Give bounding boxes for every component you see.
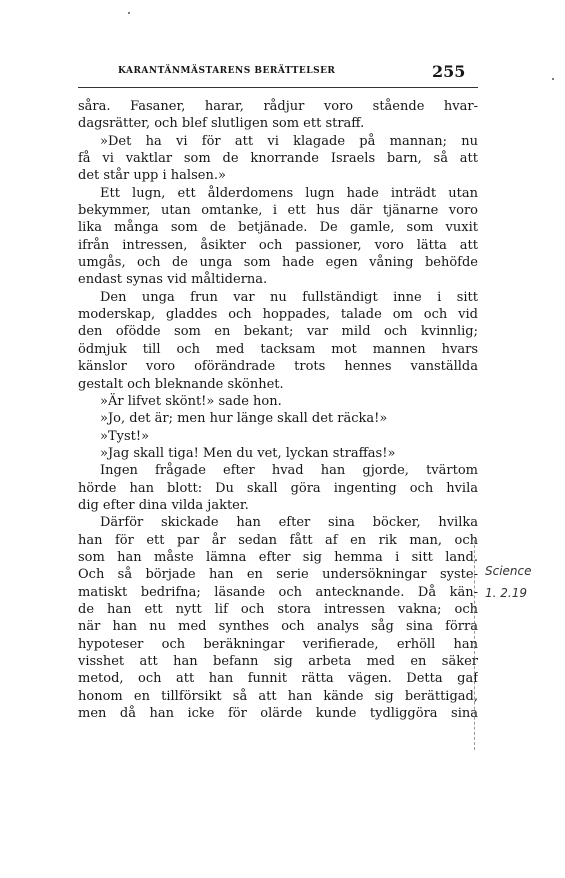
text-line: den ofödde som en bekant; var mild och kvinnlig; — [78, 324, 478, 340]
text-line: lika många som de betjänade. De gamle, som vuxit — [78, 220, 478, 236]
text-line: gestalt och bleknande skönhet. — [78, 376, 284, 392]
body-text — [78, 98, 478, 722]
text-line: Den unga frun var nu fullständigt inne i sitt — [100, 289, 478, 305]
text-line: hypoteser och beräkningar verifierade, erhöll han — [78, 636, 478, 652]
marginal-note: Science — [485, 564, 532, 578]
paper-speck — [552, 78, 554, 80]
marginal-note: 1. 2.19 — [485, 586, 527, 600]
text-line: hörde han blott: Du skall göra ingenting och hvila — [78, 480, 478, 496]
running-head — [0, 64, 565, 84]
text-line: dig efter dina vilda jakter. — [78, 497, 249, 513]
text-line: metod, och att han funnit rätta vägen. Detta gaf — [78, 671, 478, 687]
header-rule — [78, 87, 478, 88]
text-line: Och så började han en serie undersökningar syste- — [78, 567, 478, 583]
text-line: när han nu med synthes och analys såg sina förra — [78, 619, 478, 635]
text-line: ifrån intressen, åsikter och passioner, voro lätta att — [78, 237, 478, 253]
text-line: men då han icke för olärde kunde tydliggöra sina — [78, 706, 478, 722]
text-line: det står upp i halsen.» — [78, 168, 226, 184]
text-line: honom en tillförsikt så att han kände sig berättigad, — [78, 688, 478, 704]
text-line: visshet att han befann sig arbeta med en säker — [78, 654, 478, 669]
text-line: de han ett nytt lif och stora intressen vakna; och — [78, 601, 478, 617]
text-line: få vi vaktlar som de knorrande Israels barn, så att — [78, 151, 478, 167]
text-line: bekymmer, utan omtanke, i ett hus där tjänarne voro — [78, 203, 478, 219]
margin-pencil-line — [474, 540, 475, 750]
text-line: som han måste lämna efter sig hemma i sitt land. — [78, 549, 478, 565]
text-line: dagsrätter, och blef slutligen som ett straff. — [78, 116, 365, 132]
text-line: »Är lifvet skönt!» sade hon. — [100, 393, 282, 409]
text-line: matiskt bedrifna; läsande och antecknande. Då kän- — [78, 584, 478, 600]
text-line: Ett lugn, ett ålderdomens lugn hade inträdt utan — [100, 185, 478, 201]
text-line: Ingen frågade efter hvad han gjorde, tvärtom — [100, 463, 478, 479]
text-line: »Jag skall tiga! Men du vet, lyckan straffas!» — [100, 445, 396, 461]
text-line: »Det ha vi för att vi klagade på mannan; nu — [100, 133, 478, 149]
text-line: Därför skickade han efter sina böcker, hvilka — [100, 515, 478, 531]
handwritten-marginalia — [485, 560, 555, 604]
text-line: »Jo, det är; men hur länge skall det räcka!» — [100, 411, 388, 427]
text-line: endast synas vid måltiderna. — [78, 272, 268, 288]
text-line: såra. Fasaner, harar, rådjur voro stående hvar- — [78, 99, 478, 114]
page-number: 255 — [432, 62, 466, 81]
text-line: känslor voro oförändrade trots hennes vanställda — [78, 359, 478, 375]
text-line: moderskap, gladdes och hoppades, talade om och vid — [78, 307, 478, 323]
text-line: han för ett par år sedan fått af en rik man, och — [78, 532, 478, 548]
paper-speck — [128, 12, 130, 14]
text-line: ödmjuk till och med tacksam mot mannen hvars — [78, 341, 478, 357]
running-title: KARANTÄNMÄSTARENS BERÄTTELSER — [118, 66, 336, 76]
text-line: »Tyst!» — [100, 428, 150, 444]
text-line: umgås, och de unga som hade egen våning behöfde — [78, 255, 478, 271]
